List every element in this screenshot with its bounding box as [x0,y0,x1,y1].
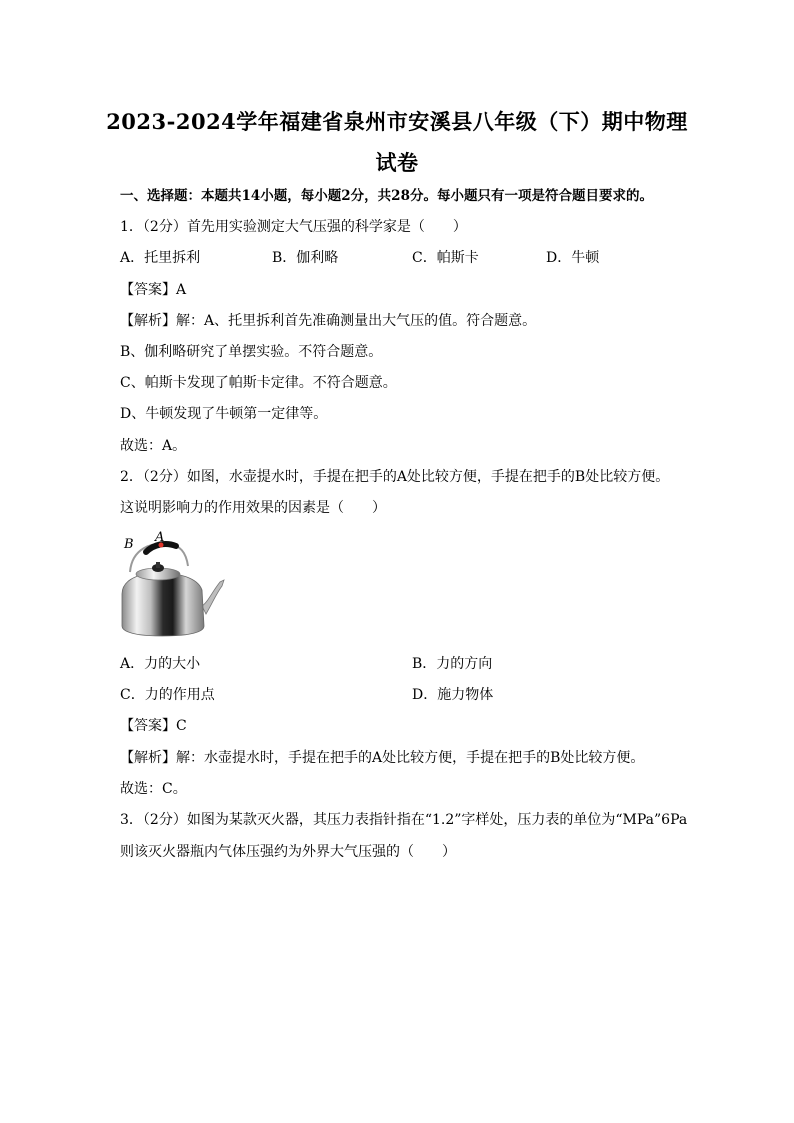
q2-option-a: A．力的大小 [120,656,201,672]
exam-title-line2: 试卷 [375,150,419,175]
q3-stem-line2: 则该灭火器瓶内气体压强约为外界大气压强的（ ） [120,844,456,860]
handle-label-b: B [124,537,134,552]
q1-option-b: B．伽利略 [272,250,339,266]
q1-analysis-line: 【解析】解：A、托里拆利首先准确测量出大气压的值。符合题意。 [120,313,537,329]
exam-title-line1: 2023-2024学年福建省泉州市安溪县八年级（下）期中物理 [106,109,688,134]
q2-option-c: C．力的作用点 [120,687,215,703]
q1-stem: 1．（2分）首先用实验测定大气压强的科学家是（ ） [120,219,467,235]
q2-option-d: D．施力物体 [412,687,494,703]
q2-stem-line2: 这说明影响力的作用效果的因素是（ ） [120,500,386,516]
q1-option-c: C．帕斯卡 [412,250,479,266]
q1-option-d: D．牛顿 [546,250,600,266]
handle-label-a: A [155,530,165,545]
q2-analysis-line: 【解析】解：水壶提水时，手提在把手的A处比较方便，手提在把手的B处比较方便。 [120,750,645,766]
section-heading: 一、选择题：本题共14小题，每小题2分，共28分。每小题只有一项是符合题目要求的。 [120,188,653,204]
q2-answer: 【答案】C [120,718,187,734]
q1-analysis-line: C、帕斯卡发现了帕斯卡定律。不符合题意。 [120,375,397,391]
q1-answer: 【答案】A [120,282,187,298]
q1-analysis-line: D、牛顿发现了牛顿第一定律等。 [120,406,328,422]
q2-analysis-line: 故选：C。 [120,781,187,797]
q1-analysis-line: B、伽利略研究了单摆实验。不符合题意。 [120,344,383,360]
q1-option-a: A．托里拆利 [120,250,201,266]
q1-analysis-line: 故选：A。 [120,438,187,454]
q2-option-b: B．力的方向 [412,656,493,672]
q3-stem-line1: 3．（2分）如图为某款灭火器，其压力表指针指在“1.2”字样处，压力表的单位为“MPa”6Pa [120,812,688,828]
q2-stem-line1: 2．（2分）如图，水壶提水时，手提在把手的A处比较方便，手提在把手的B处比较方便。 [120,469,670,485]
